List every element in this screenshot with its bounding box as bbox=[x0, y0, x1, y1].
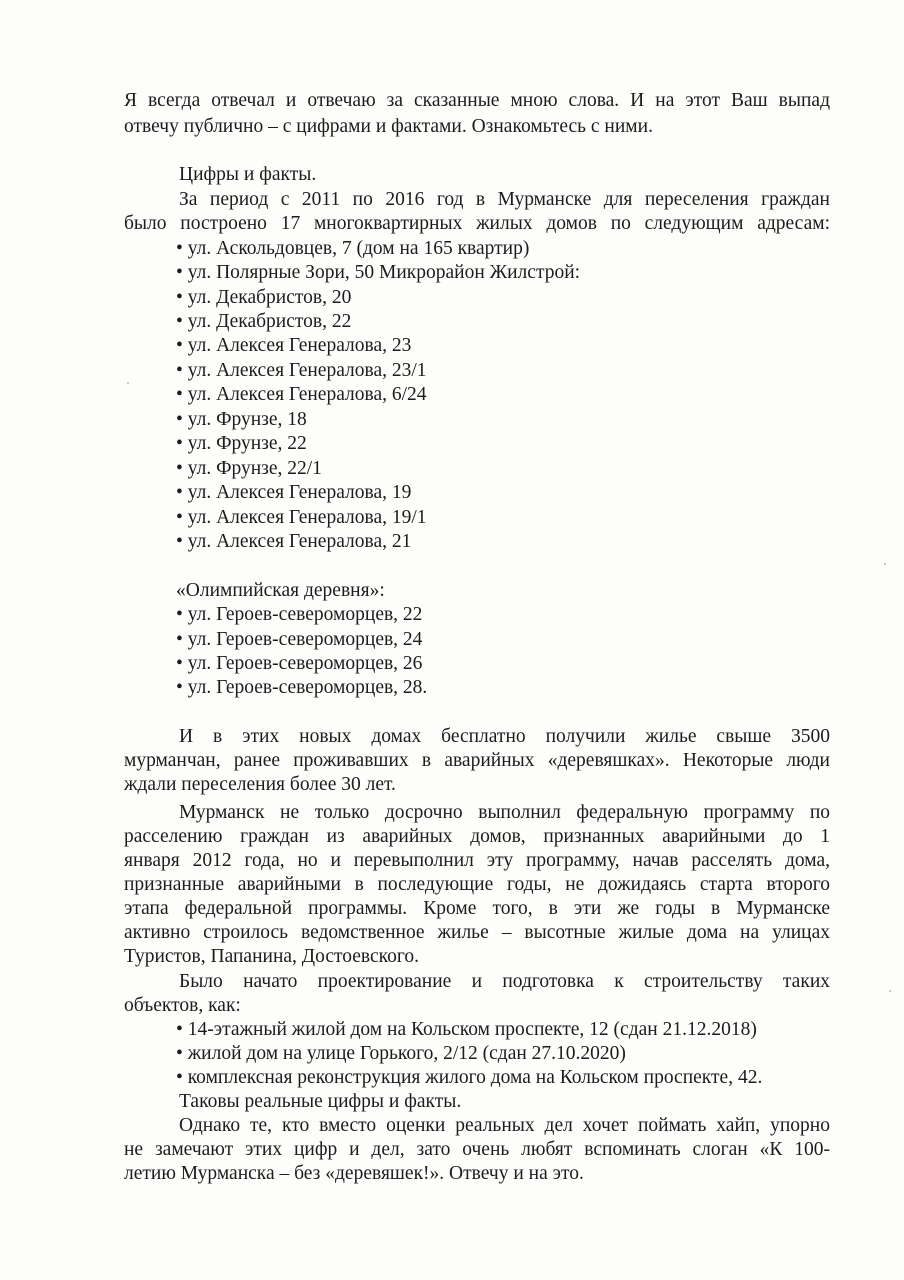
facts-intro-line-1: За период с 2011 по 2016 год в Мурманске для переселения граждан bbox=[179, 189, 830, 210]
program-line-7: Туристов, Папанина, Достоевского. bbox=[124, 946, 420, 967]
design-line-1: Было начато проектирование и подготовка к строительству таких bbox=[179, 971, 830, 992]
address-item: • ул. Фрунзе, 18 bbox=[176, 409, 307, 430]
resettled-line-3: ждали переселения более 30 лет. bbox=[124, 774, 396, 795]
program-line-6: активно строилось ведомственное жилье – высотные жилые дома на улицах bbox=[124, 922, 830, 943]
address-item: • ул. Фрунзе, 22/1 bbox=[176, 458, 322, 479]
scan-speck bbox=[884, 563, 886, 565]
address-item: • ул. Аскольдовцев, 7 (дом на 165 квартир) bbox=[176, 238, 530, 259]
address-item: • ул. Полярные Зори, 50 Микрорайон Жилстрой: bbox=[176, 262, 581, 283]
resettled-line-2: мурманчан, ранее проживавших в аварийных «деревяшках». Некоторые люди bbox=[124, 750, 830, 771]
olympic-address-item: • ул. Героев-североморцев, 22 bbox=[176, 604, 423, 625]
address-item: • ул. Алексея Генералова, 6/24 bbox=[176, 384, 427, 405]
hype-line-2: не замечают этих цифр и дел, зато очень любят вспоминать слоган «К 100- bbox=[124, 1139, 830, 1160]
program-line-1: Мурманск не только досрочно выполнил федеральную программу по bbox=[179, 802, 830, 823]
olympic-address-item: • ул. Героев-североморцев, 28. bbox=[176, 677, 428, 698]
olympic-address-item: • ул. Героев-североморцев, 26 bbox=[176, 653, 423, 674]
intro-line-2: отвечу публично – с цифрами и фактами. Ознакомьтесь с ними. bbox=[124, 116, 653, 137]
address-item: • ул. Декабристов, 20 bbox=[176, 287, 352, 308]
address-item: • ул. Алексея Генералова, 21 bbox=[176, 531, 412, 552]
address-item: • ул. Фрунзе, 22 bbox=[176, 433, 307, 454]
resettled-line-1: И в этих новых домах бесплатно получили жилье свыше 3500 bbox=[179, 726, 830, 747]
design-line-2: объектов, как: bbox=[124, 995, 241, 1016]
olympic-address-item: • ул. Героев-североморцев, 24 bbox=[176, 629, 423, 650]
address-item: • ул. Алексея Генералова, 23/1 bbox=[176, 360, 427, 381]
facts-intro-line-2: было построено 17 многоквартирных жилых домов по следующим адресам: bbox=[124, 213, 830, 234]
program-line-3: января 2012 года, но и перевыполнил эту программу, начав расселять дома, bbox=[124, 850, 830, 871]
hype-line-3: летию Мурманска – без «деревяшек!». Отвечу и на это. bbox=[124, 1163, 584, 1184]
hype-line-1: Однако те, кто вместо оценки реальных дел хочет поймать хайп, упорно bbox=[179, 1115, 830, 1136]
scan-speck bbox=[889, 990, 891, 992]
address-item: • ул. Декабристов, 22 bbox=[176, 311, 352, 332]
intro-line-1: Я всегда отвечал и отвечаю за сказанные мною слова. И на этот Ваш выпад bbox=[124, 90, 830, 111]
facts-heading: Цифры и факты. bbox=[179, 164, 317, 185]
olympic-heading: «Олимпийская деревня»: bbox=[176, 580, 385, 601]
program-line-4: признанные аварийными в последующие годы, не дожидаясь старта второго bbox=[124, 874, 830, 895]
program-line-2: расселению граждан из аварийных домов, признанных аварийными до 1 bbox=[124, 826, 830, 847]
program-line-5: этапа федеральной программы. Кроме того, в эти же годы в Мурманске bbox=[124, 898, 830, 919]
scan-speck bbox=[127, 382, 129, 384]
address-item: • ул. Алексея Генералова, 23 bbox=[176, 335, 412, 356]
design-item: • 14-этажный жилой дом на Кольском проспекте, 12 (сдан 21.12.2018) bbox=[176, 1019, 757, 1040]
address-item: • ул. Алексея Генералова, 19/1 bbox=[176, 507, 427, 528]
design-item: • жилой дом на улице Горького, 2/12 (сдан 27.10.2020) bbox=[176, 1043, 626, 1064]
address-item: • ул. Алексея Генералова, 19 bbox=[176, 482, 412, 503]
design-item: • комплексная реконструкция жилого дома на Кольском проспекте, 42. bbox=[176, 1067, 763, 1088]
real-facts-line: Таковы реальные цифры и факты. bbox=[179, 1091, 462, 1112]
